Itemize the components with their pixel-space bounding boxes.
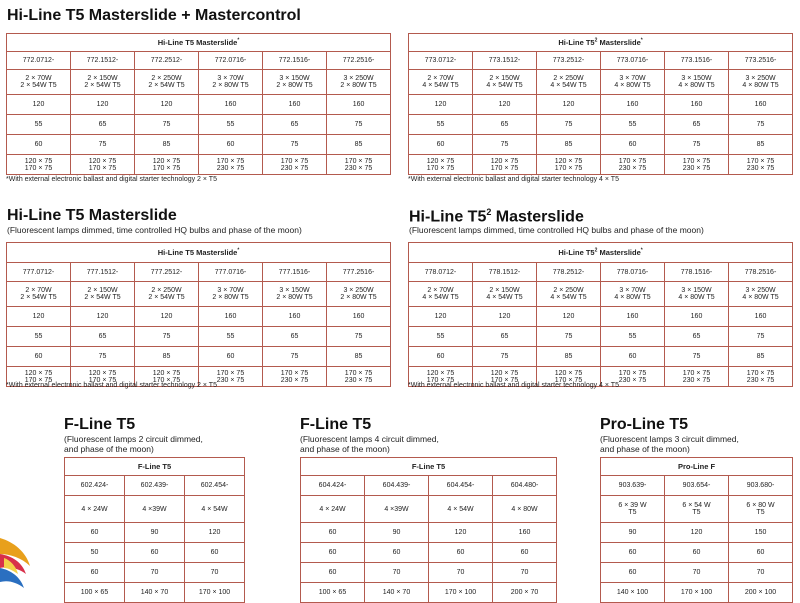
section-subtitle: and phase of the moon) xyxy=(300,444,390,454)
table-header: F-Line T5 xyxy=(65,458,245,476)
table-row-codes: 777.0712- 777.1512- 777.2512- 777.0716- 777.1516- 777.2516- xyxy=(7,263,391,282)
section-subtitle: (Fluorescent lamps 2 circuit dimmed, xyxy=(64,434,203,444)
table-row: 60 60 60 xyxy=(601,543,793,563)
table-hi-line-t5-2-masterslide xyxy=(408,242,793,387)
table-row-dims: 100 × 65 140 × 70 170 × 100 xyxy=(65,583,245,603)
section-title-pro-line: Pro-Line T5 xyxy=(600,416,689,433)
table-row: 60 60 60 60 xyxy=(301,543,557,563)
table-header: Hi-Line $T5^2$ Masterslide* xyxy=(409,34,793,52)
table-row: 55 65 75 55 65 75 xyxy=(7,115,391,135)
table-row-lamps: 2 × 70W 4 × 54W T5 2 × 150W 4 × 54W T5 2 × 250W 4 × 54W T5 3 × 70W 4 × 80W T5 3 × 150W 4 × 80W T5 3 × 250W 4 × 80W T5 xyxy=(409,70,793,95)
table-row: 60 75 85 60 75 85 xyxy=(409,135,793,155)
section-subtitle: (Fluorescent lamps 3 circuit dimmed, xyxy=(600,434,739,444)
table-header: Hi-Line $T5^2$ Masterslide* xyxy=(409,243,793,263)
page-title: Hi-Line T5 Masterslide + Mastercontrol xyxy=(7,7,301,24)
table-row-dims: 120 × 75 170 × 75 120 × 75 170 × 75 120 × 75 170 × 75 170 × 75 230 × 75 170 × 75 230 × 75 170 × 75 230 × 75 xyxy=(409,155,793,175)
table-row-codes: 602.424- 602.439- 602.454- xyxy=(65,476,245,496)
section-subtitle: (Fluorescent lamps dimmed, time controlled HQ bulbs and phase of the moon) xyxy=(7,225,302,235)
table-row: 90 120 150 xyxy=(601,523,793,543)
section-subtitle: (Fluorescent lamps 4 circuit dimmed, xyxy=(300,434,439,444)
table-row: 60 75 85 60 75 85 xyxy=(409,347,793,367)
footnote: *With external electronic ballast and digital starter technology 2 × T5 xyxy=(6,176,217,183)
table-row-dims: 100 × 65 140 × 70 170 × 100 200 × 70 xyxy=(301,583,557,603)
table-pro-line xyxy=(600,457,793,603)
table-row: 120 120 120 160 160 160 xyxy=(7,95,391,115)
table-header: Hi-Line T5 Masterslide* xyxy=(7,243,391,263)
section-title-hi-line-masterslide: Hi-Line T5 Masterslide xyxy=(7,207,177,224)
table-header: Hi-Line T5 Masterslide* xyxy=(7,34,391,52)
table-row-codes: 778.0712- 778.1512- 778.2512- 778.0716- 778.1516- 778.2516- xyxy=(409,263,793,282)
table-row-codes: 772.0712- 772.1512- 772.2512- 772.0716- 772.1516- 772.2516- xyxy=(7,52,391,70)
table-row: 55 65 75 55 65 75 xyxy=(409,327,793,347)
table-f-line-2-circuit xyxy=(64,457,245,603)
table-row-lamps: 6 × 39 W T5 6 × 54 W T5 6 × 80 W T5 xyxy=(601,496,793,523)
section-title-f-line-2-circuit: F-Line T5 xyxy=(64,416,136,433)
table-row-lamps: 4 × 24W 4 ×39W 4 × 54W 4 × 80W xyxy=(301,496,557,523)
table-row-codes: 903.639- 903.654- 903.680- xyxy=(601,476,793,496)
table-row: 60 70 70 xyxy=(65,563,245,583)
table-row: 60 75 85 60 75 85 xyxy=(7,135,391,155)
table-row: 60 90 120 xyxy=(65,523,245,543)
table-row: 60 75 85 60 75 85 xyxy=(7,347,391,367)
section-subtitle: and phase of the moon) xyxy=(64,444,154,454)
table-row: 60 70 70 70 xyxy=(301,563,557,583)
table-row-codes: 604.424- 604.439- 604.454- 604.480- xyxy=(301,476,557,496)
section-title-hi-line-t5-2-masterslide: Hi-Line $T5^2$ Masterslide xyxy=(409,207,584,226)
table-hi-line-t5-2-masterslide-mastercontrol xyxy=(408,33,793,175)
footnote: *With external electronic ballast and digital starter technology 4 × T5 xyxy=(408,176,619,183)
table-row: 50 60 60 xyxy=(65,543,245,563)
section-subtitle: and phase of the moon) xyxy=(600,444,690,454)
table-row-lamps: 4 × 24W 4 ×39W 4 × 54W xyxy=(65,496,245,523)
table-hi-line-masterslide-mastercontrol xyxy=(6,33,391,175)
footnote: *With external electronic ballast and digital starter technology 4 × T5 xyxy=(408,382,619,389)
table-row: 60 70 70 xyxy=(601,563,793,583)
table-row: 55 65 75 55 65 75 xyxy=(7,327,391,347)
table-row: 120 120 120 160 160 160 xyxy=(7,307,391,327)
section-subtitle: (Fluorescent lamps dimmed, time controlled HQ bulbs and phase of the moon) xyxy=(409,225,704,235)
table-row-dims: 140 × 100 170 × 100 200 × 100 xyxy=(601,583,793,603)
footnote: *With external electronic ballast and digital starter technology 2 × T5 xyxy=(6,382,217,389)
table-row: 60 90 120 160 xyxy=(301,523,557,543)
table-row: 120 120 120 160 160 160 xyxy=(409,95,793,115)
table-row: 55 65 75 55 65 75 xyxy=(409,115,793,135)
table-row-codes: 773.0712- 773.1512- 773.2512- 773.0716- 773.1516- 773.2516- xyxy=(409,52,793,70)
table-row-lamps: 2 × 70W 2 × 54W T5 2 × 150W 2 × 54W T5 2 × 250W 2 × 54W T5 3 × 70W 2 × 80W T5 3 × 150W 2 × 80W T5 3 × 250W 2 × 80W T5 xyxy=(7,70,391,95)
section-title-f-line-4-circuit: F-Line T5 xyxy=(300,416,372,433)
table-row: 120 120 120 160 160 160 xyxy=(409,307,793,327)
table-header: F-Line T5 xyxy=(301,458,557,476)
colorful-swirl-logo-icon xyxy=(0,528,34,592)
table-header: Pro-Line F xyxy=(601,458,793,476)
table-row-dims: 120 × 75 170 × 75 120 × 75 170 × 75 120 × 75 170 × 75 170 × 75 230 × 75 170 × 75 230 × 75 170 × 75 230 × 75 xyxy=(7,367,391,387)
table-row-lamps: 2 × 70W 2 × 54W T5 2 × 150W 2 × 54W T5 2 × 250W 2 × 54W T5 3 × 70W 2 × 80W T5 3 × 150W 2 × 80W T5 3 × 250W 2 × 80W T5 xyxy=(7,282,391,307)
table-row-dims: 120 × 75 170 × 75 120 × 75 170 × 75 120 × 75 170 × 75 170 × 75 230 × 75 170 × 75 230 × 75 170 × 75 230 × 75 xyxy=(7,155,391,175)
table-f-line-4-circuit xyxy=(300,457,557,603)
table-hi-line-masterslide xyxy=(6,242,391,387)
table-row-dims: 120 × 75 170 × 75 120 × 75 170 × 75 120 × 75 170 × 75 170 × 75 230 × 75 170 × 75 230 × 75 170 × 75 230 × 75 xyxy=(409,367,793,387)
table-row-lamps: 2 × 70W 4 × 54W T5 2 × 150W 4 × 54W T5 2 × 250W 4 × 54W T5 3 × 70W 4 × 80W T5 3 × 150W 4 × 80W T5 3 × 250W 4 × 80W T5 xyxy=(409,282,793,307)
